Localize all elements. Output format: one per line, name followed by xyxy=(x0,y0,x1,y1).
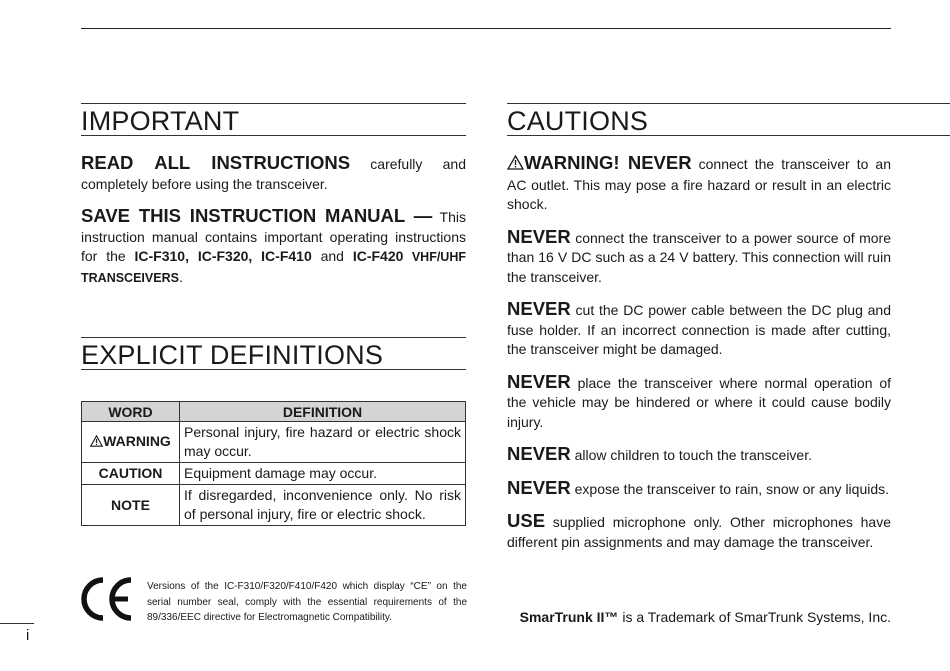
word-caution: CAUTION xyxy=(82,463,180,485)
trademark-notice xyxy=(507,608,891,628)
caution-item xyxy=(507,153,891,215)
caution-item xyxy=(507,227,891,288)
definitions-heading: EXPLICIT DEFINITIONS xyxy=(81,337,466,370)
caution-lead: NEVER xyxy=(507,298,571,319)
caution-text: cut the DC power cable between the DC plug and fuse holder. If an incorrect connection is made after cutting, the transceiver might be damaged. xyxy=(507,302,891,357)
definitions-table xyxy=(81,401,466,526)
caution-text: supplied microphone only. Other microphones have different pin assignments and may damage the transceiver. xyxy=(507,514,891,550)
transceiver-type: VHF/UHF TRANSCEIVERS xyxy=(81,250,466,285)
caution-text: allow children to touch the transceiver. xyxy=(570,447,812,463)
table-row xyxy=(82,485,466,526)
table-row xyxy=(82,422,466,463)
save-manual-end: . xyxy=(178,268,183,285)
trademark-text: is a Trademark of SmarTrunk Systems, Inc. xyxy=(618,609,891,625)
top-rule xyxy=(81,28,891,29)
word-note: NOTE xyxy=(82,485,180,526)
caution-lead: WARNING! NEVER xyxy=(524,152,692,173)
caution-item xyxy=(507,511,891,552)
important-heading: IMPORTANT xyxy=(81,103,466,136)
caution-text: connect the transceiver to a power source of more than 16 V DC such as a 24 V battery. This connection will ruin the transceiver. xyxy=(507,229,891,285)
header-word: WORD xyxy=(82,402,180,422)
read-instructions-text: carefully and completely before using the transceiver. xyxy=(81,156,466,192)
save-manual-text: This instruction manual contains important operating instructions for the xyxy=(81,209,466,264)
caution-text: connect the transceiver to an AC outlet. This may pose a fire hazard or result in an electric shock. xyxy=(507,156,891,212)
definition-cell: Personal injury, fire hazard or electric shock may occur. xyxy=(180,422,466,463)
trademark-name: SmarTrunk II™ xyxy=(519,609,619,625)
table-row xyxy=(82,463,466,485)
ce-notice: Versions of the IC-F310/F320/F410/F420 which display “CE” on the serial number seal, comply with the essential requirements of the 89/336/EEC directive for Electromagnetic Compatibility. xyxy=(147,581,467,623)
caution-item xyxy=(507,372,891,433)
caution-text: expose the transceiver to rain, snow or any liquids. xyxy=(570,480,890,497)
read-instructions-lead: READ ALL INSTRUCTIONS xyxy=(81,152,351,173)
definitions-header-row xyxy=(82,402,466,422)
definition-cell: Equipment damage may occur. xyxy=(180,463,466,485)
caution-item xyxy=(507,444,891,466)
page-number-rule xyxy=(0,623,34,624)
read-instructions-paragraph xyxy=(81,153,466,194)
ce-mark-icon xyxy=(81,577,137,621)
caution-lead: NEVER xyxy=(507,476,571,498)
word-warning: WARNING xyxy=(103,433,171,449)
caution-item xyxy=(507,478,891,500)
word-cell xyxy=(82,422,180,463)
caution-item xyxy=(507,299,891,360)
caution-lead: NEVER xyxy=(507,225,571,247)
right-column xyxy=(507,103,891,552)
caution-lead: NEVER xyxy=(507,443,571,464)
warning-triangle-icon xyxy=(90,433,103,452)
caution-lead: NEVER xyxy=(507,370,571,392)
warning-triangle-icon xyxy=(507,155,524,176)
definition-cell: If disregarded, inconvenience only. No risk of personal injury, fire or electric shock. xyxy=(180,485,466,526)
save-manual-paragraph xyxy=(81,206,466,288)
model-last: IC-F420 xyxy=(352,248,404,264)
save-manual-lead: SAVE THIS INSTRUCTION MANUAL — xyxy=(81,205,433,226)
left-column xyxy=(81,103,466,526)
page-number: i xyxy=(26,627,30,644)
model-and: and xyxy=(311,248,353,264)
cautions-heading: CAUTIONS xyxy=(507,103,950,136)
caution-text: place the transceiver where normal operation of the vehicle may be hindered or where it could cause bodily injury. xyxy=(507,374,891,430)
header-definition: DEFINITION xyxy=(180,402,466,422)
caution-lead: USE xyxy=(507,510,546,531)
model-list: IC-F310, IC-F320, IC-F410 xyxy=(134,248,312,264)
